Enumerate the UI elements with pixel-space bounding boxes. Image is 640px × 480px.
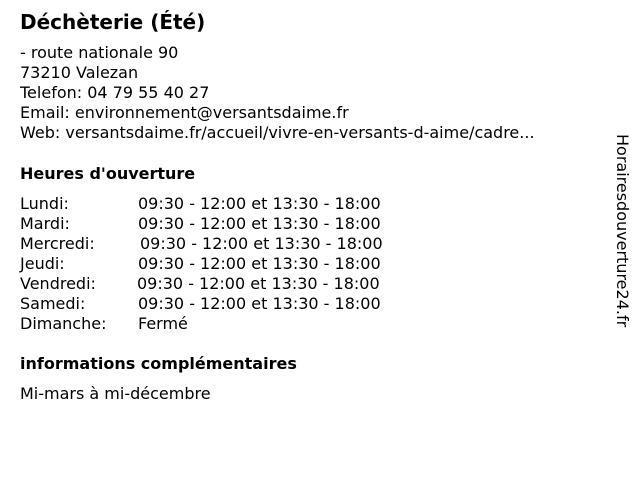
day-label: Mercredi: <box>20 234 95 253</box>
day-label: Vendredi: <box>20 274 96 293</box>
hours-heading: Heures d'ouverture <box>20 164 196 183</box>
day-label: Lundi: <box>20 194 69 213</box>
address-street: - route nationale 90 <box>20 43 179 62</box>
time-value: Fermé <box>138 314 188 333</box>
page-title: Déchèterie (Été) <box>20 10 206 34</box>
site-watermark <box>612 134 632 370</box>
info-heading: informations complémentaires <box>20 354 297 373</box>
time-value: 09:30 - 12:00 et 13:30 - 18:00 <box>138 254 381 273</box>
info-text: Mi-mars à mi-décembre <box>20 384 211 403</box>
web-line: Web: versantsdaime.fr/accueil/vivre-en-versants-d-aime/cadre... <box>20 123 535 142</box>
day-label: Mardi: <box>20 214 70 233</box>
day-label: Dimanche: <box>20 314 107 333</box>
phone-line: Telefon: 04 79 55 40 27 <box>20 83 210 102</box>
time-value: 09:30 - 12:00 et 13:30 - 18:00 <box>138 294 381 313</box>
day-label: Jeudi: <box>20 254 65 273</box>
watermark-text: Horairesdouverture24.fr <box>613 134 632 328</box>
day-label: Samedi: <box>20 294 86 313</box>
time-value: 09:30 - 12:00 et 13:30 - 18:00 <box>138 194 381 213</box>
time-value: 09:30 - 12:00 et 13:30 - 18:00 <box>137 274 380 293</box>
time-value: 09:30 - 12:00 et 13:30 - 18:00 <box>140 234 383 253</box>
address-block <box>20 43 535 143</box>
address-city: 73210 Valezan <box>20 63 139 82</box>
email-line: Email: environnement@versantsdaime.fr <box>20 103 349 122</box>
time-value: 09:30 - 12:00 et 13:30 - 18:00 <box>138 214 381 233</box>
